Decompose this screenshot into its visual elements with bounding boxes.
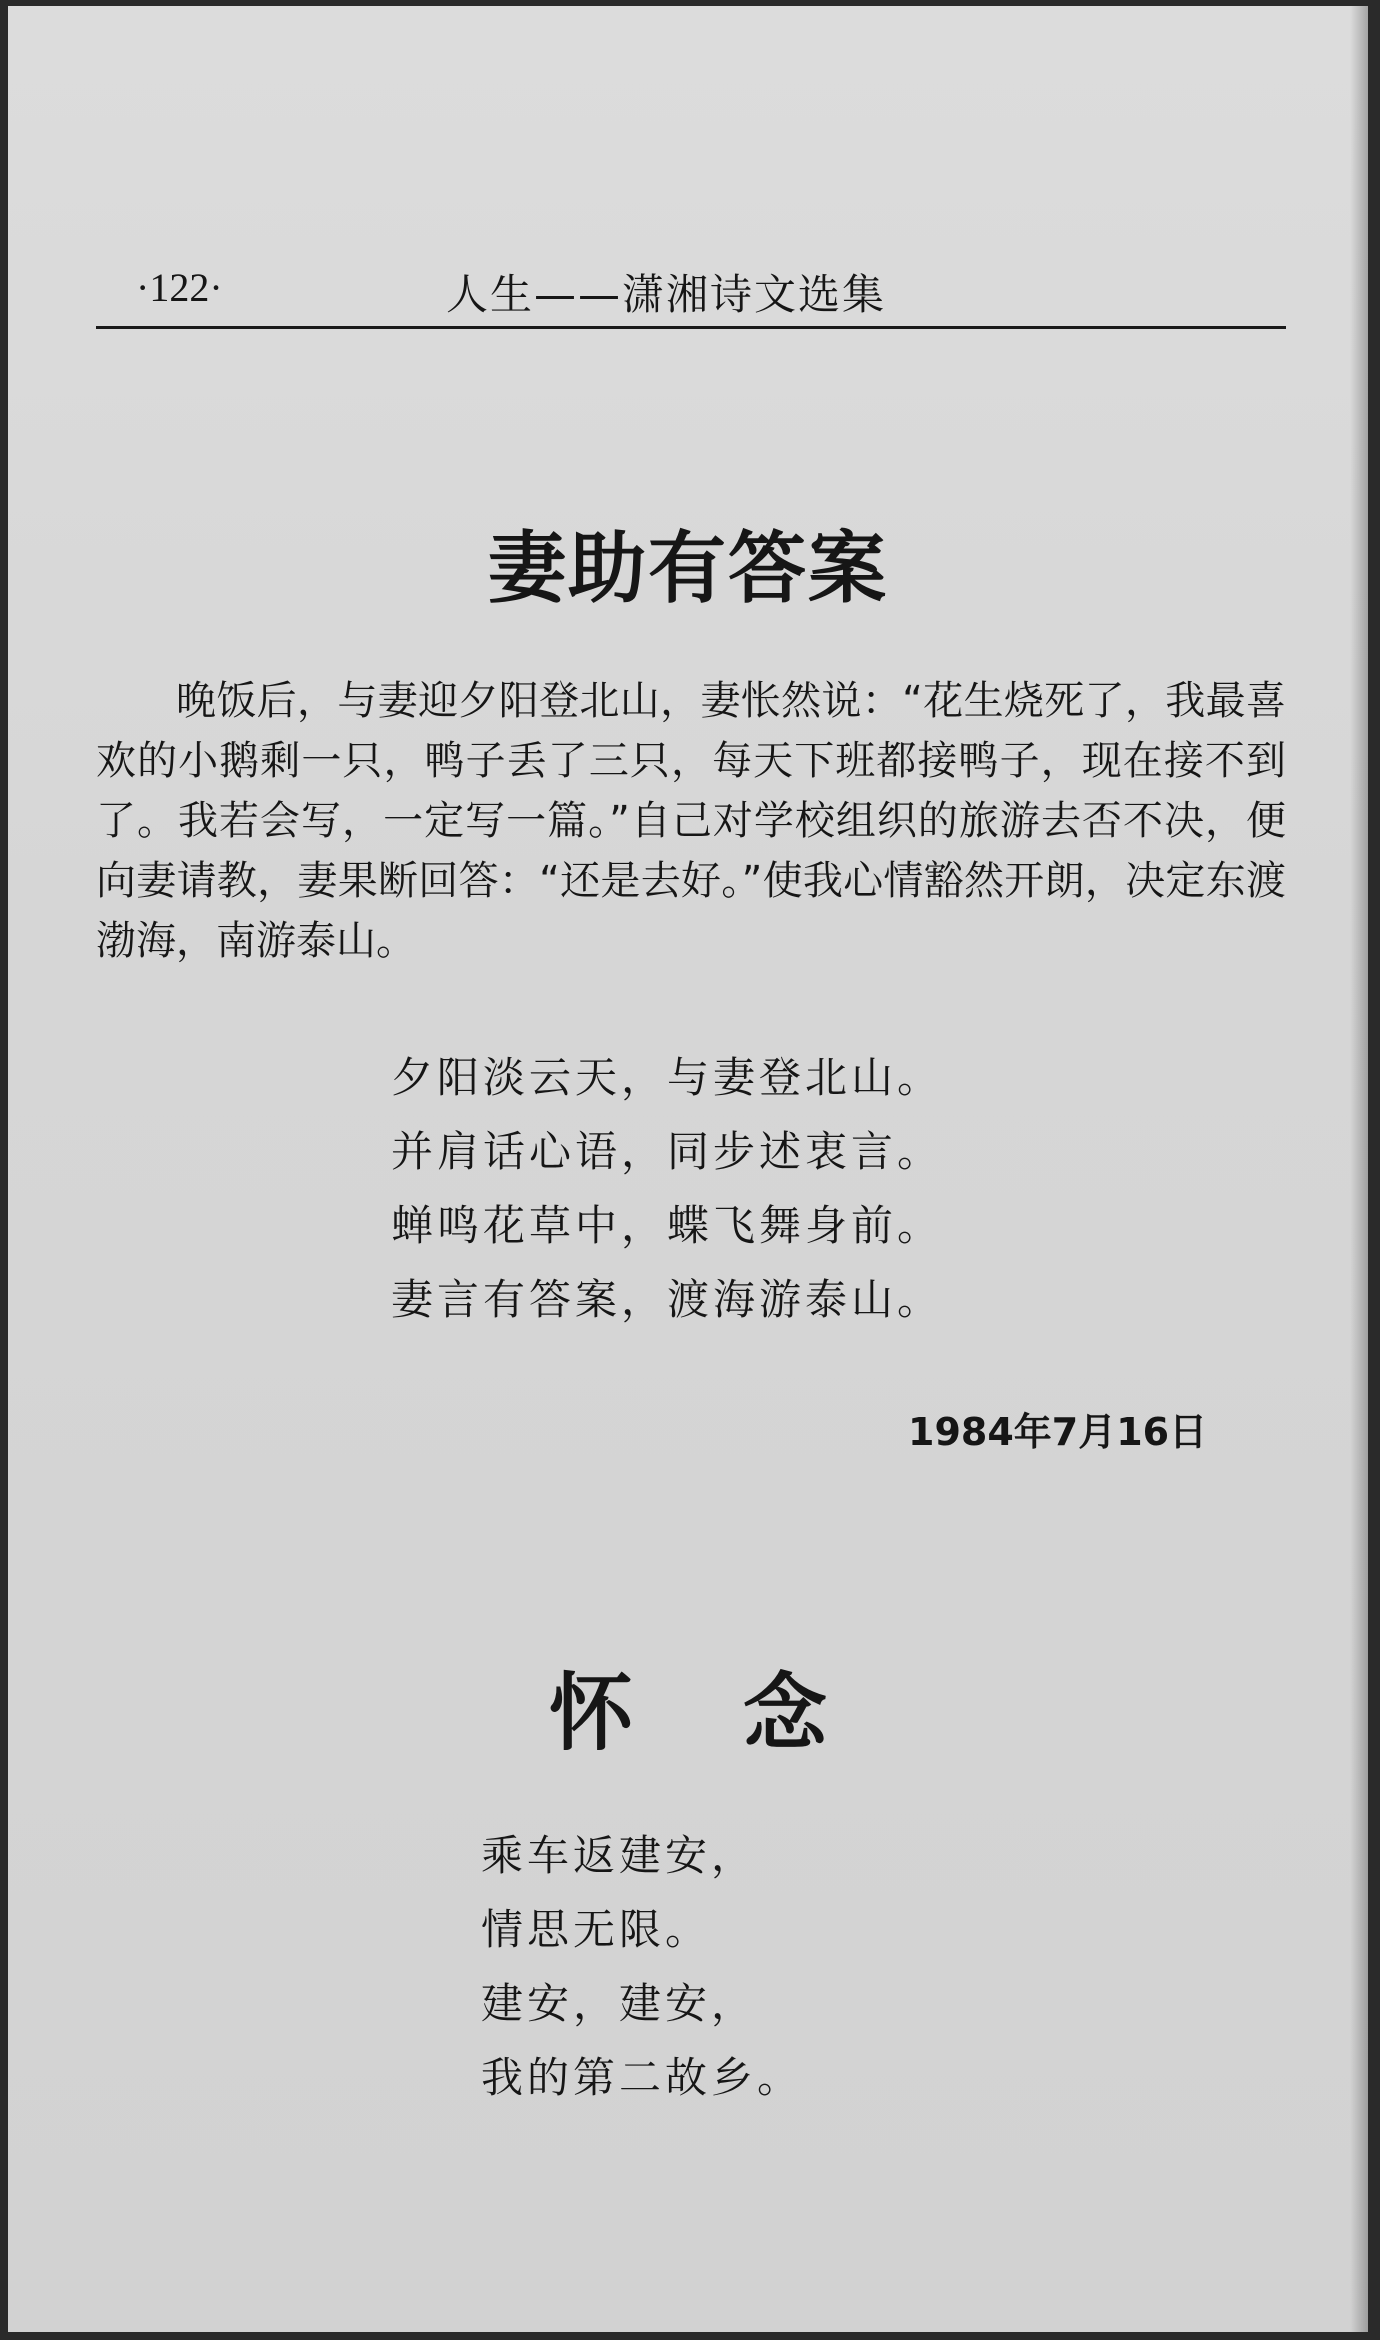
poem-line: 夕阳淡云天，与妻登北山。 xyxy=(391,1053,944,1102)
page-header xyxy=(96,256,1286,329)
poem-1 xyxy=(391,1041,943,1337)
poem-2 xyxy=(481,1819,803,2115)
poem-line: 并肩话心语，同步述衷言。 xyxy=(391,1127,944,1176)
page-number: ·122· xyxy=(136,265,223,310)
poem-line: 乘车返建安， xyxy=(481,1831,758,1880)
article-date: 1984年7月16日 xyxy=(908,1410,1208,1454)
poem-line: 情思无限。 xyxy=(481,1905,712,1954)
poem-line: 我的第二故乡。 xyxy=(481,2053,804,2102)
article-title-1: 妻助有答案 xyxy=(487,524,888,614)
poem-line: 建安，建安， xyxy=(481,1979,758,2028)
running-title: 人生——潇湘诗文选集 xyxy=(446,270,887,319)
poem-line: 蝉鸣花草中，蝶飞舞身前。 xyxy=(391,1201,944,1250)
article-prose: 晚饭后，与妻迎夕阳登北山，妻怅然说：“花生烧死了，我最喜欢的小鹅剩一只，鸭子丢了三只，每天下班都接鸭子，现在接不到了。我若会写，一定写一篇。”自己对学校组织的旅游去否不决，便向妻请教，妻果断回答：“还是去好。”使我心情豁然开朗，决定东渡渤海，南游泰山。 xyxy=(96,678,1286,964)
poem-line: 妻言有答案，渡海游泰山。 xyxy=(391,1275,944,1324)
book-page xyxy=(8,6,1368,2332)
article-title-2: 怀念 xyxy=(548,1664,937,1762)
